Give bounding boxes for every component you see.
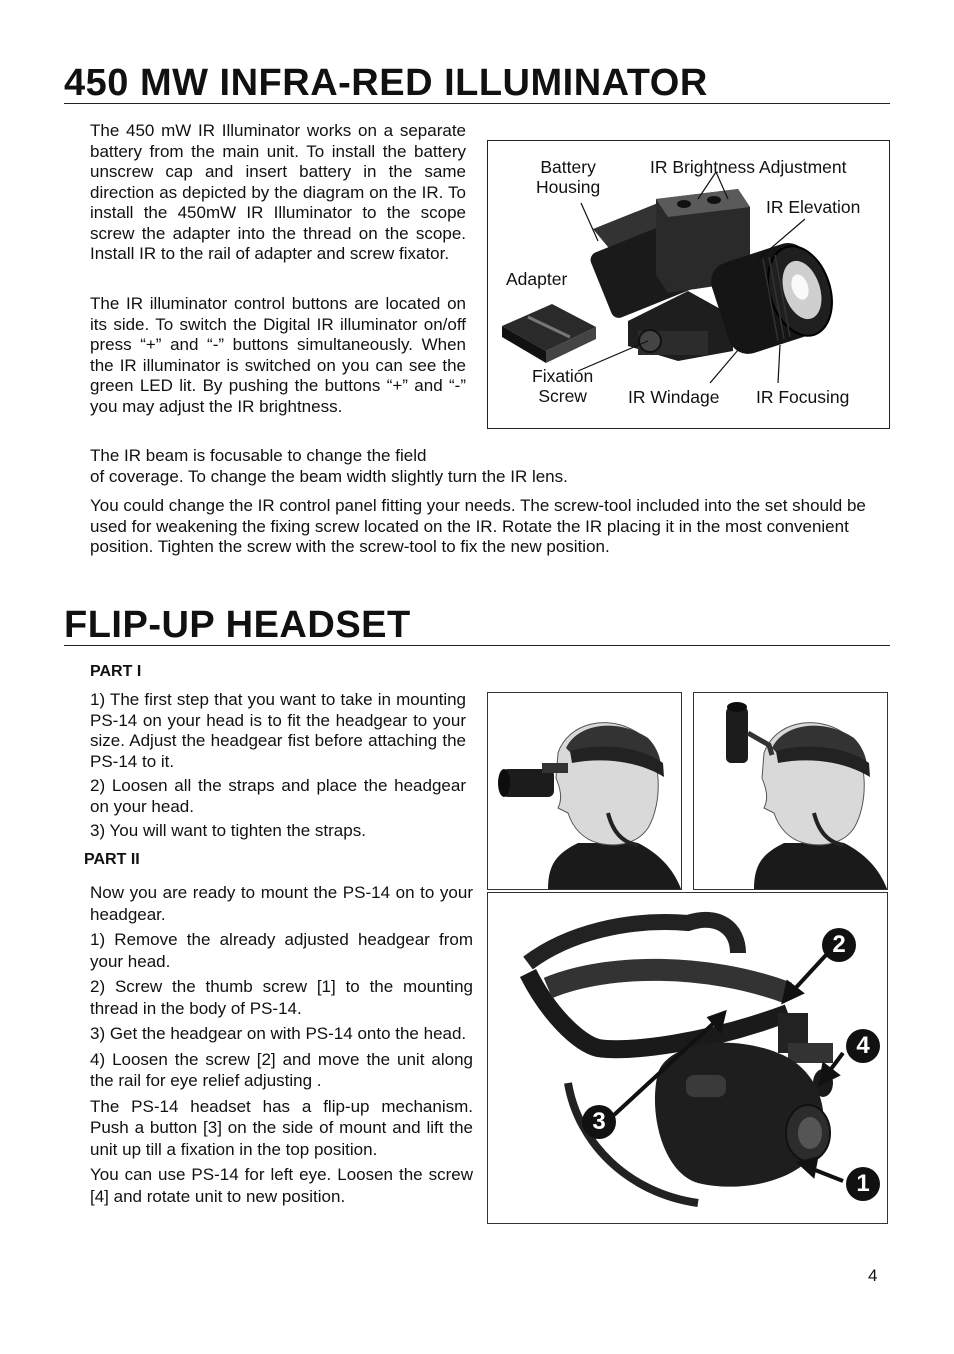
ir-paragraph-3-line2: of coverage. To change the beam width slightly turn the IR lens. bbox=[90, 466, 568, 486]
ir-paragraph-1: The 450 mW IR Illuminator works on a separate battery from the main unit. To install the battery unscrew cap and insert battery in the same direction as depicted by the diagram on the IR. To install the 450mW IR Illuminator to the scope screw the adapter into the thread on the scope. Install IR to the rail of adapter and screw fixator. bbox=[90, 121, 466, 263]
head-with-device-down-illustration bbox=[488, 693, 681, 889]
ir-illuminator-figure bbox=[487, 140, 890, 429]
title-underline bbox=[64, 103, 890, 104]
part-1-list bbox=[90, 690, 466, 842]
part-2-item: Now you are ready to mount the PS-14 on to your headgear. bbox=[90, 883, 473, 924]
ir-paragraph-3 bbox=[90, 446, 890, 487]
part-2-item: The PS-14 headset has a flip-up mechanism. Push a button [3] on the side of mount and lift the unit up till a fixation in the top position. bbox=[90, 1096, 473, 1159]
part-2-item: 2) Screw the thumb screw [1] to the mounting thread in the body of PS-14. bbox=[90, 977, 473, 1018]
part-2-item: 1) Remove the already adjusted headgear from your head. bbox=[90, 930, 473, 971]
headset-photo-down bbox=[487, 692, 682, 890]
label-ir-focusing: IR Focusing bbox=[756, 387, 850, 407]
part-2-item: You can use PS-14 for left eye. Loosen the screw [4] and rotate unit to new position. bbox=[90, 1165, 473, 1206]
head-with-device-up-illustration bbox=[694, 693, 887, 889]
callout-4: 4 bbox=[846, 1029, 880, 1063]
ir-paragraph-4: You could change the IR control panel fitting your needs. The screw-tool included into the set should be used for weakening the fixing screw located on the IR. Rotate the IR placing it in the most convenient position. Tighten the screw with the screw-tool to fix the new position. bbox=[90, 496, 866, 556]
section-title-flip-up-headset: FLIP-UP HEADSET bbox=[64, 604, 411, 646]
callout-1: 1 bbox=[846, 1167, 880, 1201]
adapter-drawing bbox=[502, 304, 596, 363]
part-1-item: 2) Loosen all the straps and place the headgear on your head. bbox=[90, 776, 466, 816]
headset-photo-up bbox=[693, 692, 888, 890]
callout-2: 2 bbox=[822, 928, 856, 962]
part-2-item: 3) Get the headgear on with PS-14 onto the head. bbox=[90, 1024, 467, 1043]
label-adapter: Adapter bbox=[506, 269, 568, 289]
part-2-heading: PART II bbox=[84, 851, 140, 868]
title-underline-2 bbox=[64, 645, 890, 646]
label-fixation-screw: Fixation Screw bbox=[532, 366, 594, 406]
label-ir-windage: IR Windage bbox=[628, 387, 720, 407]
callout-3: 3 bbox=[582, 1105, 616, 1139]
part-1-item: 3) You will want to tighten the straps. bbox=[90, 821, 366, 840]
part-2-list bbox=[90, 882, 473, 1207]
part-1-heading: PART I bbox=[90, 663, 142, 680]
part-2-item: 4) Loosen the screw [2] and move the unit along the rail for eye relief adjusting . bbox=[90, 1049, 473, 1090]
part-1-item: 1) The first step that you want to take in mounting PS-14 on your head is to fit the headgear to your size. Adjust the headgear fist before attaching the PS-14 to it. bbox=[90, 690, 466, 771]
label-ir-elevation: IR Elevation bbox=[766, 197, 861, 217]
headgear-assembly-photo bbox=[487, 892, 888, 1224]
section-title-ir-illuminator: 450 MW INFRA-RED ILLUMINATOR bbox=[64, 62, 708, 104]
label-battery-housing: Battery Housing bbox=[536, 157, 601, 197]
ir-paragraph-2: The IR illuminator control buttons are located on its side. To switch the Digital IR illuminator on/off press “+” and “-” buttons simultaneously. When the IR illuminator is switched on you can see the green LED lit. By pushing the buttons “+” and “-” you may adjust the IR brightness. bbox=[90, 294, 466, 416]
ir-paragraph-3-line1: The IR beam is focusable to change the field bbox=[90, 446, 427, 465]
label-ir-brightness-adjustment: IR Brightness Adjustment bbox=[650, 157, 847, 177]
page-number: 4 bbox=[868, 1266, 878, 1285]
